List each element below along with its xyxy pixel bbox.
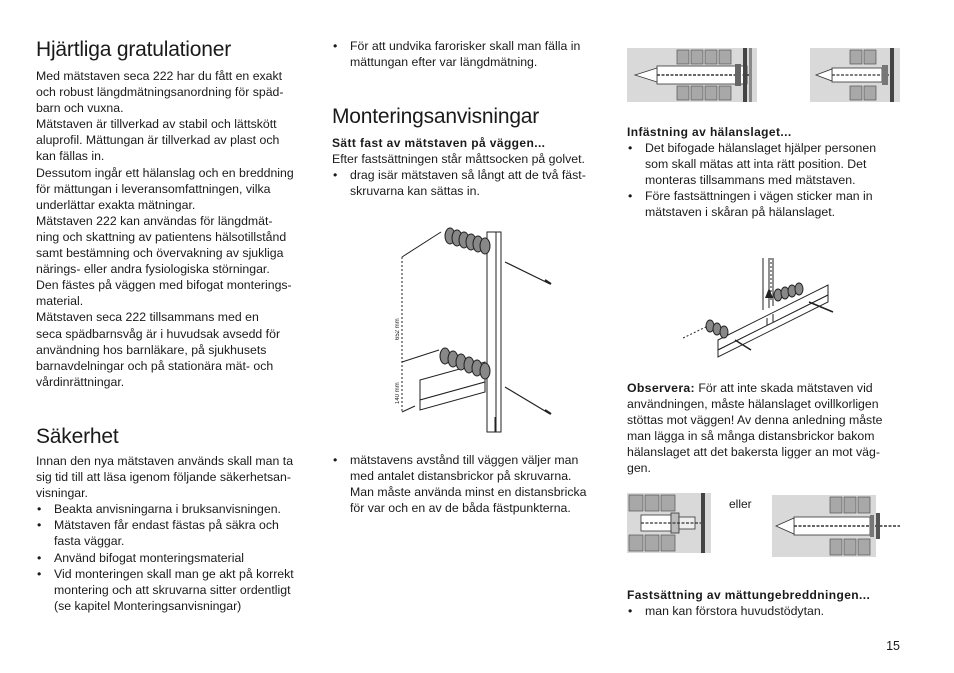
text-line: Efter fastsättningen står måttsocken på golvet. — [332, 152, 585, 166]
text-line: mätstaven i skåran på hälanslaget. — [645, 205, 836, 220]
text-line: fasta väggar. — [54, 534, 125, 549]
top-bullet-list — [332, 38, 622, 70]
text-line: • mätstavens avstånd till väggen väljer man — [350, 453, 579, 467]
rod-mounting-figure — [395, 222, 555, 437]
list-item — [332, 167, 622, 199]
text-line: för mättungan i leveransomfattningen, vilka — [36, 181, 271, 196]
wall-anchor-figure-3 — [627, 493, 711, 553]
list-item — [36, 517, 326, 549]
text-line: med antalet distansbrickor på skruvarna. — [350, 469, 572, 484]
text-line: Innan den nya mätstaven används skall man ta — [36, 454, 294, 468]
list-item — [332, 38, 622, 70]
text-line: • Före fastsättningen i vägen sticker man in — [645, 189, 873, 204]
text-line: man lägga in så många distansbrickor bakom — [627, 429, 875, 444]
text-line: • Vid monteringen skall man ge akt på korrekt — [54, 566, 294, 581]
text-line: vårdinrättningar. — [36, 374, 125, 389]
text-line: material. — [36, 294, 84, 309]
text-line: hälanslaget att det bakersta ligger an mot väg- — [627, 445, 880, 460]
heel-stop-list — [627, 140, 907, 220]
page-number: 15 — [886, 639, 900, 653]
wall-anchor-figure-2 — [810, 48, 900, 102]
heading-congratulations: Hjärtliga gratulationer — [36, 38, 232, 61]
list-item — [627, 188, 907, 220]
text-line: samt bestämning och övervakning av sjukliga — [36, 246, 284, 261]
text-line: Med mätstaven seca 222 har du fått en exakt — [36, 69, 283, 83]
text-line: aluprofil. Mättungan är tillverkad av plast och — [36, 133, 280, 148]
dimension-label-140: 140 mm — [395, 382, 401, 404]
heading-mounting: Monteringsanvisningar — [332, 105, 540, 128]
observe-note — [627, 380, 912, 477]
text-line: Mätstaven seca 222 tillsammans med en — [36, 310, 259, 325]
text-line: monteras tillsammans med mätstaven. — [645, 173, 856, 188]
text-line: användning hos barnläkare, på sjukhusets — [36, 342, 267, 357]
list-item — [36, 501, 326, 517]
text-line: användningen, måste hälanslaget ovillkorligen — [627, 397, 879, 412]
wall-anchor-figure-4 — [772, 495, 902, 557]
text-line: och robust längdmätningsanordning för späd- — [36, 85, 284, 100]
text-line: barnavdelningar och på stationära mät- och — [36, 358, 274, 373]
text-line: • drag isär mätstaven så långt att de två fäst- — [350, 168, 586, 183]
text-line: barn och vuxna. — [36, 101, 124, 116]
text-line: sig tid till att läsa igenom följande säkerhetsan- — [36, 470, 291, 485]
text-line: • Använd bifogat monteringsmaterial — [54, 550, 245, 565]
text-line: • Mätstaven får endast fästas på säkra och — [54, 518, 279, 533]
safety-list — [36, 501, 326, 614]
mount-list — [332, 167, 622, 199]
text-line: Man måste använda minst en distansbricka — [350, 485, 587, 500]
text-line: Mätstaven är tillverkad av stabil och lättskött — [36, 117, 277, 132]
intro-paragraph — [36, 68, 326, 390]
list-item — [627, 140, 907, 188]
text-span: För att inte skada mätstaven vid — [694, 381, 873, 395]
list-item — [36, 550, 326, 566]
text-line: Mätstaven 222 kan användas för längdmät- — [36, 213, 273, 228]
text-line: montering och att skruvarna sitter ordentligt — [54, 582, 291, 597]
text-line: för var och en av de båda fästpunkterna. — [350, 501, 571, 516]
text-line: ning och skattning av patientens hälsotillstånd — [36, 229, 287, 244]
list-item — [36, 566, 326, 614]
text-line: • Det bifogade hälanslaget hjälper personen — [645, 141, 877, 155]
dimension-label-652: 652 mm — [395, 318, 401, 340]
list-item — [627, 603, 907, 619]
tongue-extension-list — [627, 603, 907, 619]
text-line: kan fällas in. — [36, 149, 105, 164]
text-line: (se kapitel Monteringsanvisningar) — [54, 598, 242, 613]
heel-stop-figure — [683, 250, 843, 360]
observe-label: Observera: — [627, 381, 695, 395]
text-line: seca spädbarnsvåg är i huvudsak avsedd för — [36, 326, 281, 341]
text-line: Dessutom ingår ett hälanslag och en breddning — [36, 165, 294, 180]
subheading-heel-stop: Infästning av hälanslaget... — [627, 125, 792, 139]
text-line: som skall mätas att inta rätt position. Det — [645, 157, 867, 172]
subheading-wall-mount: Sätt fast av mätstaven på väggen... — [332, 136, 546, 150]
spacing-list — [332, 452, 622, 516]
text-line — [627, 380, 912, 396]
text-line: • För att undvika farorisker skall man fälla in — [350, 39, 581, 53]
mount-text — [332, 151, 622, 199]
heading-safety: Säkerhet — [36, 425, 119, 448]
alternative-label: eller — [729, 497, 752, 511]
subheading-tongue-extension: Fastsättning av mättungebreddningen... — [627, 588, 871, 602]
text-line: underlättar exakta mätningar. — [36, 197, 196, 212]
text-line: • Beakta anvisningarna i bruksanvisningen. — [54, 502, 281, 517]
text-line: gen. — [627, 461, 651, 476]
text-line: Den fästes på väggen med bifogat monterings- — [36, 278, 292, 293]
list-item — [332, 452, 622, 516]
text-line: stöttas mot väggen! Av denna anledning måste — [627, 413, 883, 428]
text-line: • man kan förstora huvudstödytan. — [645, 604, 825, 618]
text-line: närings- eller andra fysiologiska störningar. — [36, 262, 270, 277]
safety-section — [36, 453, 326, 614]
text-line: skruvarna kan sättas in. — [350, 184, 480, 199]
text-line: mättungan efter var längdmätning. — [350, 55, 538, 70]
text-line: visningar. — [36, 486, 88, 501]
wall-anchor-figure-1 — [627, 48, 757, 102]
